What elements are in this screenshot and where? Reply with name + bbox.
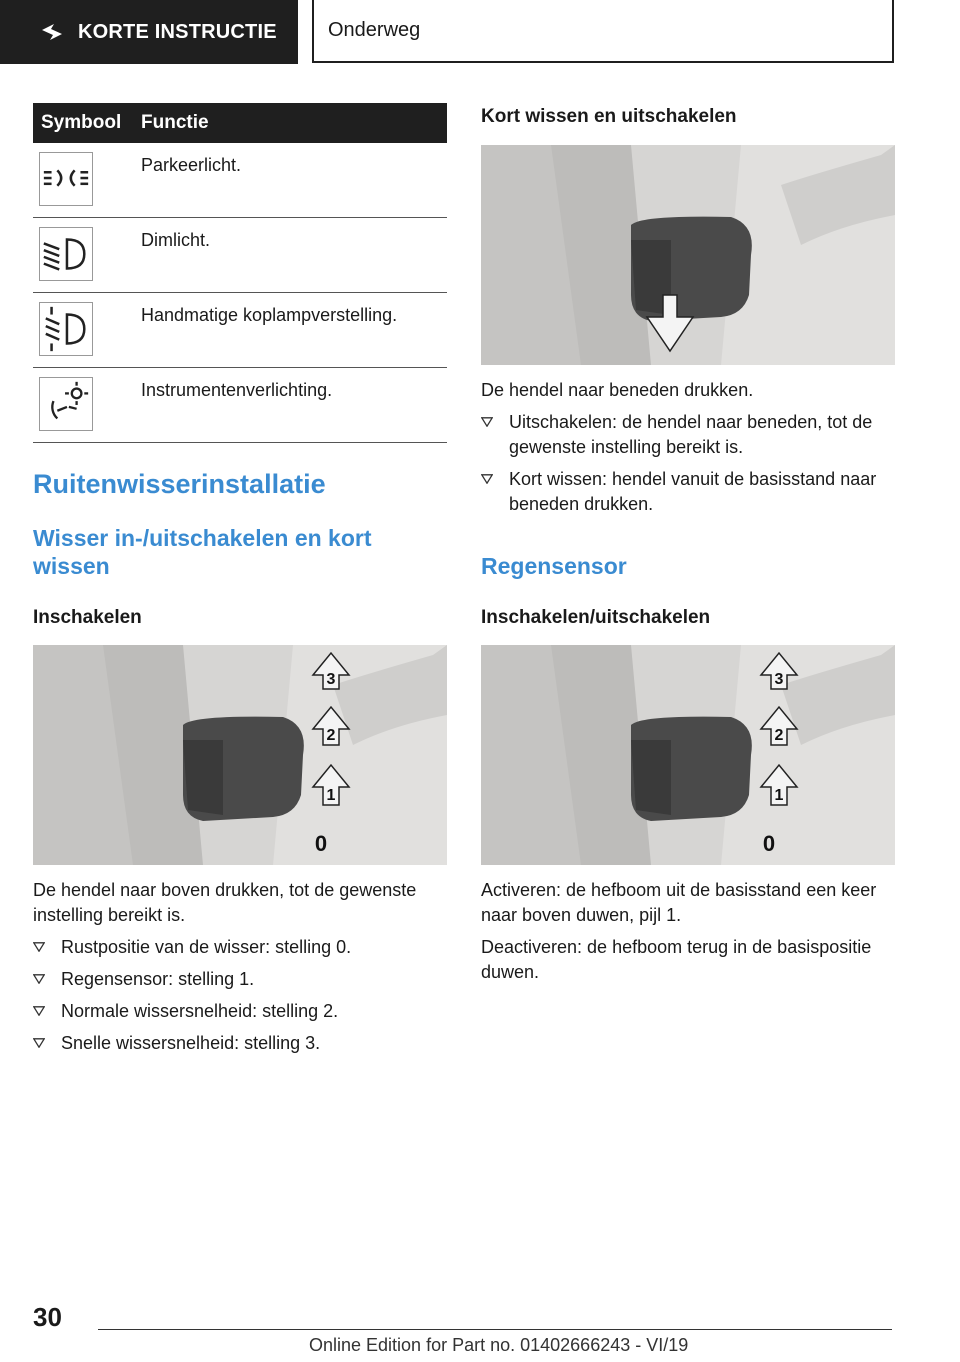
figure-label: 0: [314, 831, 328, 856]
triangle-bullet-icon: [481, 417, 493, 427]
low-beam-icon: [40, 228, 92, 280]
list-item: Uitschakelen: de hendel naar beneden, tot de gewenste instelling bereikt is.: [481, 410, 895, 460]
figure-label: 1: [326, 787, 336, 804]
list-item: Normale wissersnelheid: stelling 2.: [33, 999, 447, 1024]
page-number: 30: [33, 1302, 62, 1332]
list-item: Snelle wissersnelheid: stelling 3.: [33, 1031, 447, 1056]
symbol-table: [33, 103, 447, 443]
figure-label: 1: [774, 787, 784, 804]
rain-sensor-illustration: [481, 645, 895, 865]
section-heading: Regensensor: [481, 553, 627, 579]
list-item: Kort wissen: hendel vanuit de basisstand naar beneden drukken.: [481, 467, 895, 517]
headlight-range-icon: [40, 303, 92, 355]
footer-divider: [98, 1329, 892, 1330]
flash-arrow-icon: [38, 18, 66, 46]
body-paragraph: De hendel naar beneden drukken.: [481, 380, 754, 400]
parking-light-icon: [40, 153, 92, 205]
figure-label: 3: [326, 671, 336, 688]
triangle-bullet-icon: [33, 974, 45, 984]
function-text: Handmatige koplampverstelling.: [141, 305, 398, 325]
list-item: Regensensor: stelling 1.: [33, 967, 447, 992]
chapter-tab-label: KORTE INSTRUCTIE: [78, 20, 277, 43]
triangle-bullet-icon: [481, 474, 493, 484]
body-paragraph: Activeren: de hefboom uit de basisstand een keer naar boven duwen, pijl 1.: [481, 880, 877, 925]
list-item: Rustpositie van de wisser: stelling 0.: [33, 935, 447, 960]
body-paragraph: Deactiveren: de hefboom terug in de basispositie duwen.: [481, 937, 872, 982]
step-heading: Inschakelen: [33, 607, 142, 628]
function-text: Instrumentenverlichting.: [141, 380, 333, 400]
triangle-bullet-icon: [33, 1038, 45, 1048]
section-label: Onderweg: [328, 19, 421, 41]
table-row: [33, 218, 447, 293]
triangle-bullet-icon: [33, 1006, 45, 1016]
section-heading: Ruitenwisserinstallatie: [33, 469, 326, 499]
wiper-lever-down-illustration: [481, 145, 895, 365]
instrument-lighting-icon: [40, 378, 92, 430]
triangle-bullet-icon: [33, 942, 45, 952]
step-heading: Kort wissen en uitschakelen: [481, 106, 737, 127]
column-function-header: Functie: [141, 112, 209, 133]
figure-label: 2: [774, 727, 784, 744]
function-text: Dimlicht.: [141, 230, 211, 250]
table-row: [33, 143, 447, 218]
function-text: Parkeerlicht.: [141, 155, 242, 175]
chapter-tab[interactable]: [0, 0, 298, 64]
step-heading: Inschakelen/uitschakelen: [481, 607, 711, 628]
section-header: [312, 0, 894, 63]
column-symbol-header: Symbool: [41, 112, 122, 133]
figure-label: 0: [762, 831, 776, 856]
body-paragraph: De hendel naar boven drukken, tot de gewenste instelling bereikt is.: [33, 880, 417, 925]
subsection-heading: Wisser in-/uitschakelen en kort wissen: [33, 525, 372, 579]
figure-label: 3: [774, 671, 784, 688]
table-row: [33, 368, 447, 443]
edition-text: Online Edition for Part no. 01402666243 - VI/19: [309, 1335, 689, 1355]
figure-label: 2: [326, 727, 336, 744]
wiper-lever-up-illustration: [33, 645, 447, 865]
table-row: [33, 293, 447, 368]
table-header: [33, 103, 447, 143]
